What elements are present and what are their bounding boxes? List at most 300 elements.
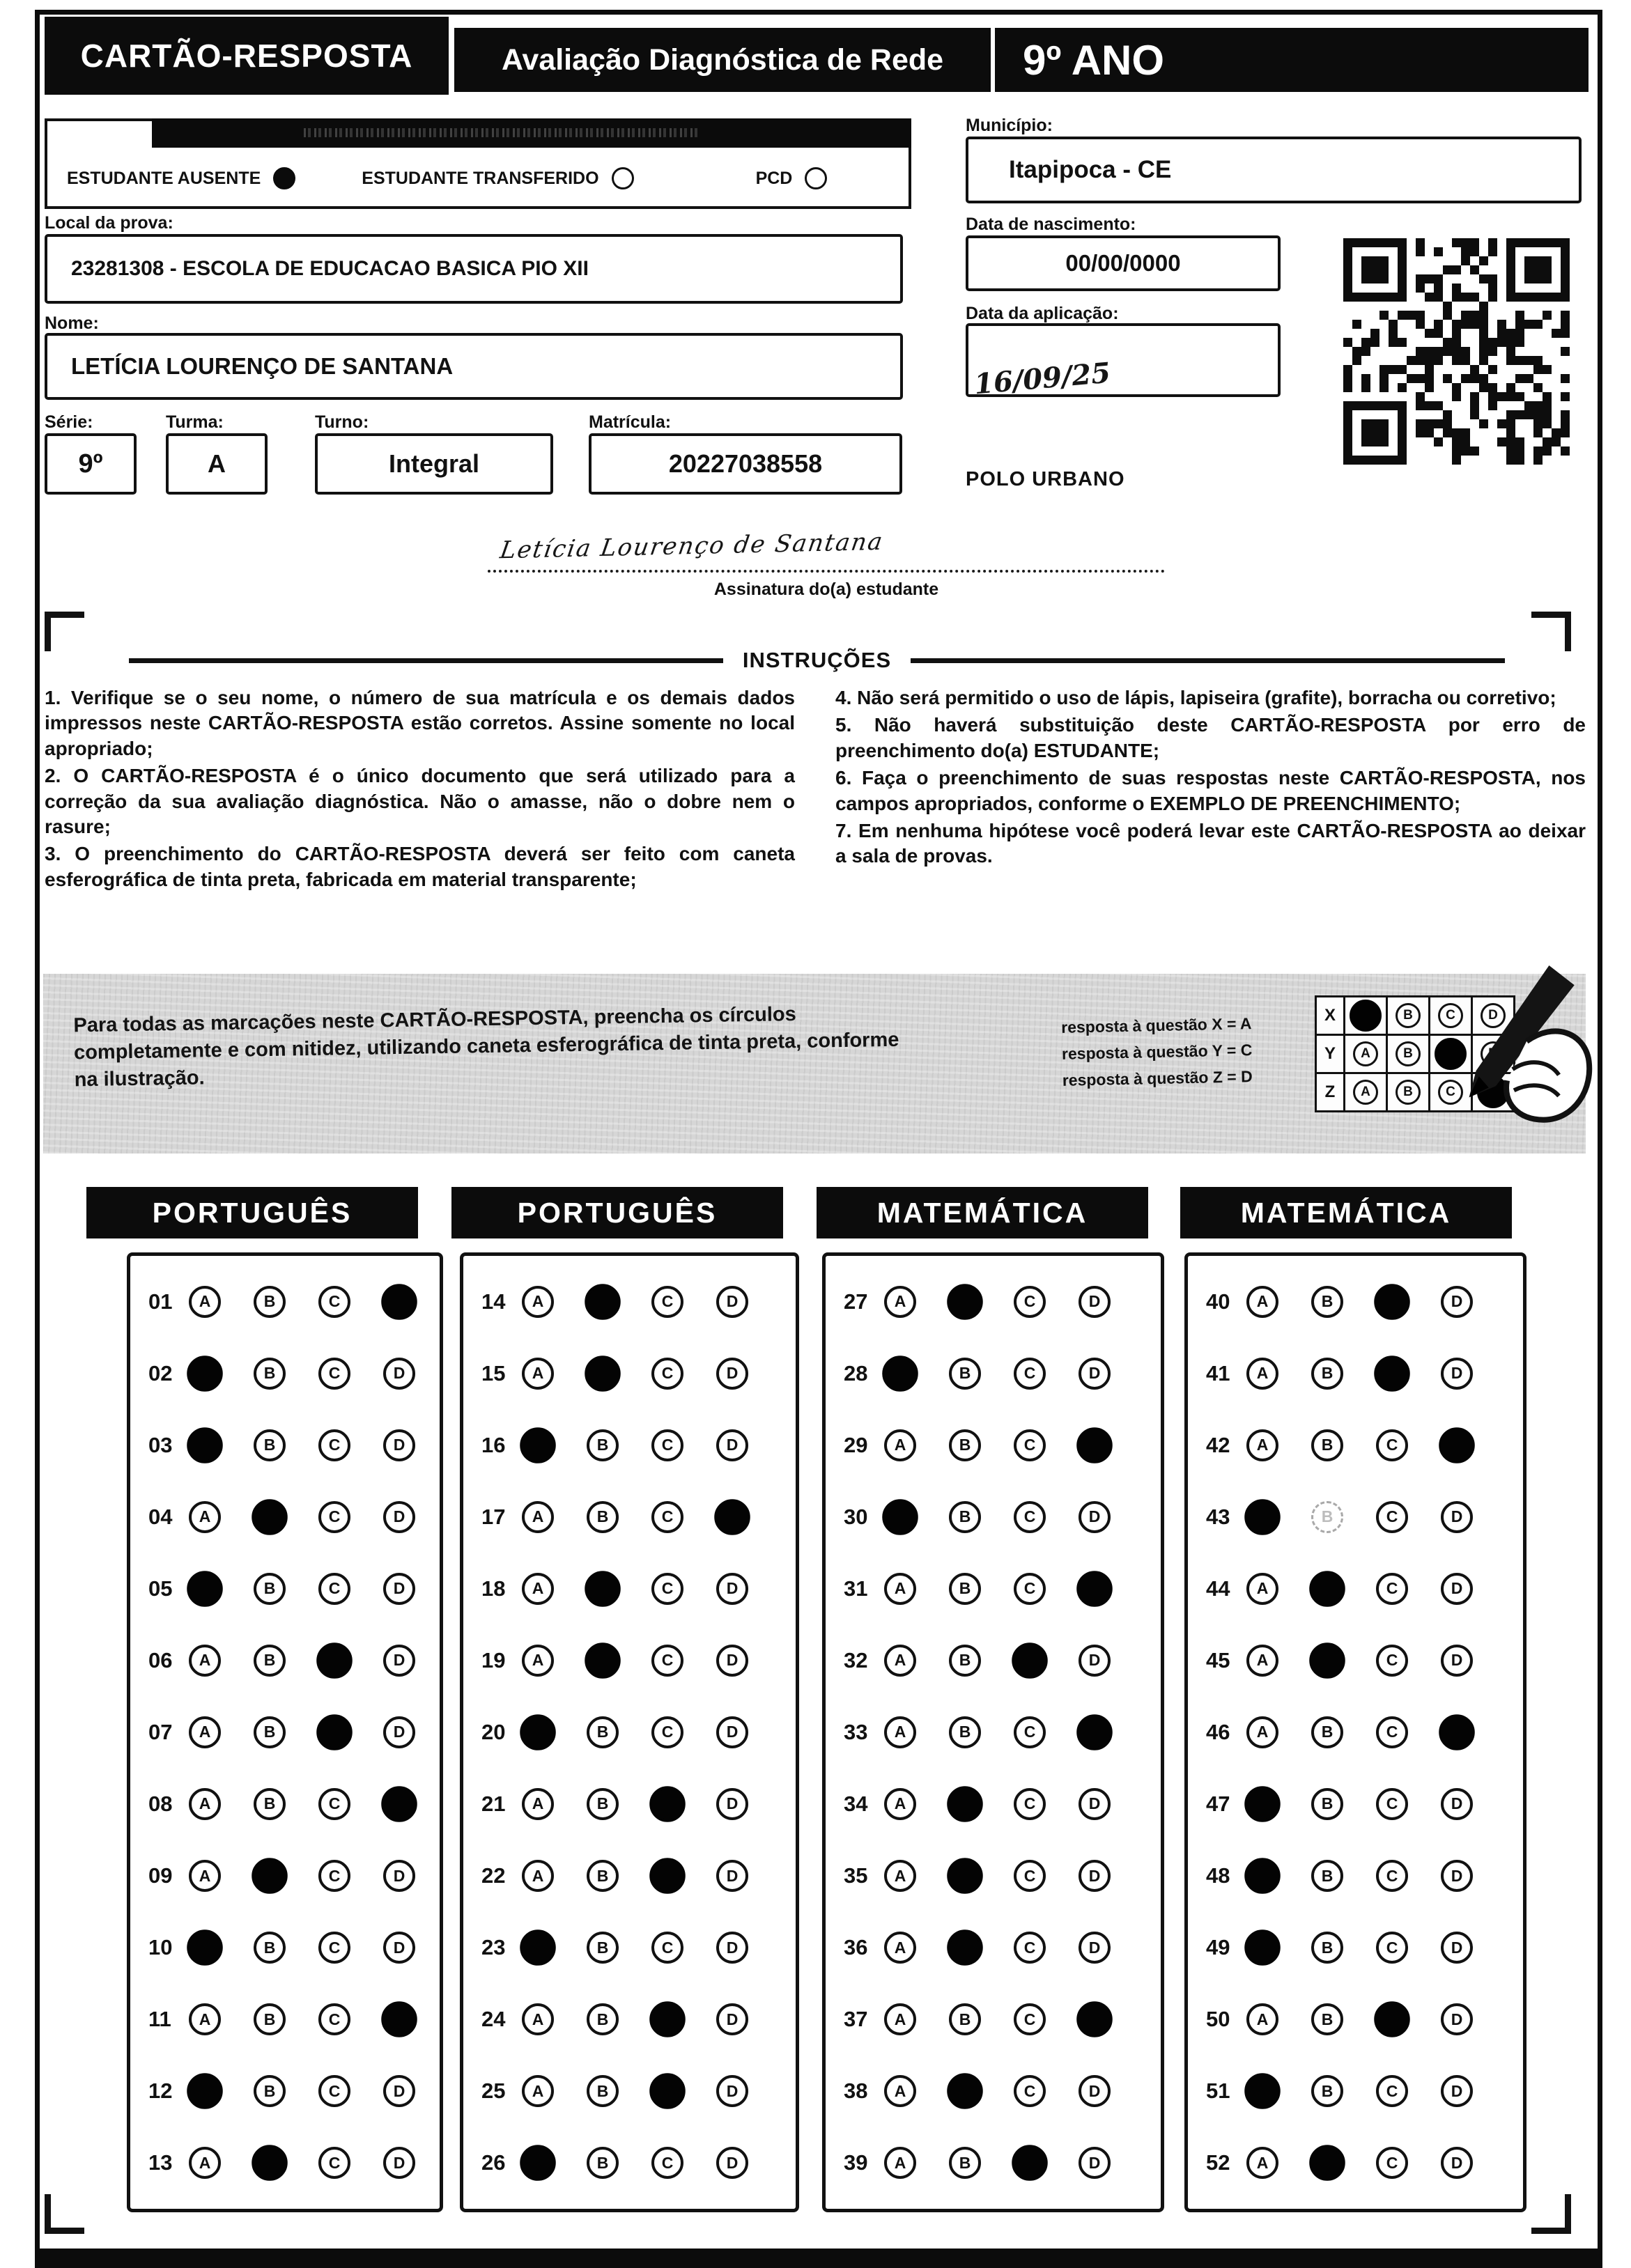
answer-bubble: D: [1441, 2147, 1473, 2179]
answer-bubble: D: [1079, 2075, 1111, 2107]
answer-bubble: D: [383, 2147, 415, 2179]
question-number: 08: [148, 1791, 173, 1816]
answer-bubble: C: [318, 1501, 350, 1533]
answer-bubble-marked: [585, 1571, 621, 1607]
question-row: [1206, 1788, 1523, 1820]
answer-bubble-marked: [252, 1499, 288, 1535]
question-number: 19: [481, 1647, 506, 1672]
serie-value-box: 9º: [45, 433, 137, 495]
question-number: 16: [481, 1432, 506, 1457]
answer-bubble: C: [1014, 1286, 1046, 1318]
corner-mark-top-left: [45, 612, 84, 651]
status-top-bar: [152, 118, 911, 148]
answer-bubble: B: [254, 1286, 286, 1318]
answer-bubble: A: [1246, 2147, 1278, 2179]
answer-bubble: C: [1014, 2075, 1046, 2107]
answer-bubble: B: [587, 1860, 619, 1892]
answer-bubble: B: [1311, 1932, 1343, 1964]
answer-bubble: C: [1376, 2147, 1408, 2179]
question-number: 04: [148, 1504, 173, 1529]
answer-bubble: D: [716, 2147, 748, 2179]
question-number: 36: [844, 1935, 868, 1960]
answer-bubble-marked: [585, 1356, 621, 1392]
answer-bubble: B: [254, 1716, 286, 1748]
answer-bubble: D: [1441, 1932, 1473, 1964]
answer-bubble-marked: [1439, 1714, 1475, 1750]
answer-bubble-marked: [649, 1858, 686, 1894]
status-option-label: PCD: [755, 168, 793, 188]
answer-bubble-marked: [1309, 1571, 1345, 1607]
answer-bubble: D: [383, 1573, 415, 1605]
question-row: [844, 2003, 1161, 2035]
instructions-right-column: [835, 685, 1586, 894]
answer-bubble: A: [522, 1501, 554, 1533]
answer-bubble: A: [189, 1788, 221, 1820]
question-row: [481, 2003, 796, 2035]
question-row: [844, 1716, 1161, 1748]
answer-bubble: C: [1376, 1716, 1408, 1748]
answer-bubble: D: [383, 1645, 415, 1677]
answer-bubble: A: [1246, 1429, 1278, 1461]
answer-bubble: C: [1376, 1573, 1408, 1605]
answer-bubble: D: [383, 1501, 415, 1533]
question-number: 46: [1206, 1719, 1230, 1744]
question-row: [844, 1645, 1161, 1677]
answer-bubble: B: [587, 2075, 619, 2107]
instruction-item: 6. Faça o preenchimento de suas respostas neste CARTÃO-RESPOSTA, nos campos apropriados, conforme o EXEMPLO DE PREENCHIMENTO;: [835, 767, 1586, 814]
local-value-box: 23281308 - ESCOLA DE EDUCACAO BASICA PIO XII: [45, 234, 903, 304]
answer-bubble: D: [1441, 1860, 1473, 1892]
student-status-box: [45, 118, 911, 209]
answer-bubble-marked: [520, 2145, 556, 2182]
question-row: [481, 1429, 796, 1461]
answer-bubble: A: [189, 1860, 221, 1892]
answer-bubble: D: [716, 1716, 748, 1748]
answer-bubble: D: [716, 1788, 748, 1820]
answer-bubble: B: [254, 1788, 286, 1820]
answer-bubble: D: [1441, 1501, 1473, 1533]
status-option-label: ESTUDANTE AUSENTE: [67, 168, 261, 188]
answer-bubble-marked: [252, 1858, 288, 1894]
answer-bubble: D: [716, 2075, 748, 2107]
answer-bubble: C: [1014, 1573, 1046, 1605]
answer-bubble: D: [383, 2075, 415, 2107]
answer-bubble: A: [1246, 1358, 1278, 1390]
subject-header: PORTUGUÊS: [86, 1187, 418, 1238]
status-options-row: [47, 150, 909, 206]
question-row: [844, 1358, 1161, 1390]
question-number: 18: [481, 1576, 506, 1601]
instruction-item: 2. O CARTÃO-RESPOSTA é o único documento que será utilizado para a correção da sua avaliação diagnóstica. Não o amasse, não o dobre nem o rasure;: [45, 765, 795, 837]
example-bubble: B: [1396, 1003, 1421, 1028]
instruction-item: 1. Verifique se o seu nome, o número de sua matrícula e os demais dados impressos neste CARTÃO-RESPOSTA estão corretos. Assine somente no local apropriado;: [45, 687, 795, 759]
answer-bubble: B: [949, 2003, 981, 2035]
card-title: CARTÃO-RESPOSTA: [45, 17, 449, 95]
example-row-label: Y: [1315, 1034, 1345, 1074]
question-row: [844, 2147, 1161, 2179]
question-number: 35: [844, 1863, 868, 1888]
answer-bubble: C: [1014, 1429, 1046, 1461]
serie-label: Série:: [45, 412, 93, 432]
answer-bubble: A: [189, 1501, 221, 1533]
example-cell: [1343, 995, 1388, 1036]
answer-bubble: B: [254, 1429, 286, 1461]
answer-bubble: C: [1014, 1932, 1046, 1964]
answer-bubble: C: [1014, 1716, 1046, 1748]
answer-bubble: C: [318, 2147, 350, 2179]
answer-bubble-marked: [1244, 1499, 1281, 1535]
answer-bubble: A: [884, 1860, 916, 1892]
example-bubble: B: [1396, 1080, 1421, 1105]
handwritten-signature: Letícia Lourenço de Santana: [497, 527, 886, 565]
question-number: 28: [844, 1360, 868, 1385]
answer-bubble: B: [587, 1716, 619, 1748]
answer-bubble-marked: [882, 1356, 918, 1392]
answer-bubble: D: [716, 1573, 748, 1605]
turno-value-box: Integral: [315, 433, 553, 495]
answer-bubble: D: [1441, 1645, 1473, 1677]
question-row: [148, 1286, 440, 1318]
answer-bubble-marked: [316, 1642, 353, 1679]
answer-bubble-marked: [520, 1929, 556, 1966]
question-row: [481, 1645, 796, 1677]
answer-bubble-marked: [947, 1929, 983, 1966]
answer-bubble: D: [716, 1429, 748, 1461]
answer-grid-box: [460, 1252, 799, 2212]
answer-bubble: C: [318, 1358, 350, 1390]
answer-bubble-marked: [1244, 1858, 1281, 1894]
answer-bubble: C: [1376, 1645, 1408, 1677]
answer-bubble: B: [587, 1932, 619, 1964]
signature-label: Assinatura do(a) estudante: [713, 580, 939, 599]
question-number: 42: [1206, 1432, 1230, 1457]
answer-bubble-marked: [947, 2073, 983, 2109]
example-bubble: C: [1438, 1003, 1463, 1028]
question-number: 17: [481, 1504, 506, 1529]
answer-bubble: B: [949, 1645, 981, 1677]
example-row-label: Z: [1315, 1072, 1345, 1112]
answer-bubble-marked: [520, 1427, 556, 1463]
answer-bubble: C: [651, 1932, 683, 1964]
question-row: [148, 2003, 440, 2035]
corner-mark-top-right: [1531, 612, 1571, 651]
answer-bubble: A: [884, 2075, 916, 2107]
example-cell: [1343, 1072, 1388, 1112]
question-number: 24: [481, 2007, 506, 2032]
answer-bubble: D: [1441, 1286, 1473, 1318]
answer-bubble: A: [884, 1573, 916, 1605]
question-row: [844, 1932, 1161, 1964]
turma-value-box: A: [166, 433, 268, 495]
answer-bubble: A: [884, 1286, 916, 1318]
answer-bubble: C: [318, 1573, 350, 1605]
answer-bubble: D: [716, 1860, 748, 1892]
answer-bubble: A: [189, 2147, 221, 2179]
question-row: [148, 2147, 440, 2179]
question-row: [148, 1860, 440, 1892]
divider-line: [129, 658, 723, 663]
exam-title: Avaliação Diagnóstica de Rede: [454, 28, 991, 92]
answer-bubble-marked: [1244, 2073, 1281, 2109]
question-row: [1206, 1501, 1523, 1533]
question-row: [844, 1286, 1161, 1318]
instruction-item: 7. Em nenhuma hipótese você poderá levar este CARTÃO-RESPOSTA ao deixar a sala de provas.: [835, 819, 1586, 867]
question-row: [1206, 1573, 1523, 1605]
answer-bubble-marked: [649, 2073, 686, 2109]
question-number: 32: [844, 1647, 868, 1672]
answer-bubble: D: [1079, 1932, 1111, 1964]
question-number: 03: [148, 1432, 173, 1457]
answer-bubble: D: [1441, 1573, 1473, 1605]
question-row: [481, 1932, 796, 1964]
question-row: [844, 2075, 1161, 2107]
answer-bubble: B: [254, 1932, 286, 1964]
subject-header: MATEMÁTICA: [817, 1187, 1148, 1238]
subject-header: MATEMÁTICA: [1180, 1187, 1512, 1238]
answer-bubble: C: [651, 1286, 683, 1318]
answer-bubble-marked: [1309, 1642, 1345, 1679]
answer-bubble: C: [651, 1573, 683, 1605]
question-number: 22: [481, 1863, 506, 1888]
answer-bubble-marked: [1012, 1642, 1048, 1679]
question-row: [844, 1860, 1161, 1892]
question-number: 07: [148, 1719, 173, 1744]
legend-line: resposta à questão Y = C: [1061, 1041, 1253, 1063]
answer-bubble: A: [522, 1358, 554, 1390]
answer-bubble: C: [651, 1645, 683, 1677]
question-row: [1206, 1860, 1523, 1892]
answer-bubble: D: [383, 1932, 415, 1964]
question-number: 14: [481, 1289, 506, 1314]
answer-bubble-marked: [187, 1356, 223, 1392]
fill-example-text: Para todas as marcações neste CARTÃO-RESPOSTA, preencha os círculos completamente e com nitidez, utilizando caneta esferográfica de tinta preta, conforme na ilustração.: [73, 1003, 899, 1092]
answer-column-1: [127, 1187, 443, 2212]
answer-bubble-marked: [381, 2001, 417, 2037]
answer-bubble-marked: [585, 1284, 621, 1320]
answer-bubble: C: [1014, 1501, 1046, 1533]
answer-bubble: D: [1079, 2147, 1111, 2179]
answer-bubble-marked: [187, 1427, 223, 1463]
aplicacao-label: Data da aplicação:: [966, 304, 1119, 323]
answer-bubble: A: [884, 2147, 916, 2179]
answer-bubble-marked: [252, 2145, 288, 2182]
answer-bubble: A: [522, 2075, 554, 2107]
status-option: [756, 167, 828, 189]
answer-bubble: C: [1014, 1358, 1046, 1390]
question-number: 44: [1206, 1576, 1230, 1601]
pen-hand-illustration: [1424, 963, 1595, 1152]
answer-bubble: C: [1376, 1788, 1408, 1820]
illegible-print: [304, 128, 699, 137]
example-bubble-filled: [1350, 1000, 1382, 1032]
question-row: [148, 1716, 440, 1748]
answer-bubble: A: [1246, 2003, 1278, 2035]
answer-bubble-marked: [947, 1786, 983, 1822]
answer-bubble-marked: [585, 1642, 621, 1679]
question-number: 09: [148, 1863, 173, 1888]
question-row: [148, 1788, 440, 1820]
answer-bubble-marked: [947, 1284, 983, 1320]
answer-bubble: C: [318, 1788, 350, 1820]
question-row: [148, 1358, 440, 1390]
answer-bubble: A: [884, 1788, 916, 1820]
answer-bubble-marked: [1439, 1427, 1475, 1463]
answer-bubble: A: [1246, 1716, 1278, 1748]
answer-bubble: B: [254, 1358, 286, 1390]
answer-bubble-marked: [1244, 1786, 1281, 1822]
answer-bubble: A: [522, 1286, 554, 1318]
question-row: [1206, 1716, 1523, 1748]
example-row-label: X: [1315, 995, 1345, 1036]
question-row: [481, 1358, 796, 1390]
turma-label: Turma:: [166, 412, 224, 432]
status-option: [67, 167, 295, 189]
answer-bubble: B: [949, 1358, 981, 1390]
question-number: 30: [844, 1504, 868, 1529]
answer-bubble: D: [716, 1645, 748, 1677]
answer-bubble: D: [383, 1860, 415, 1892]
question-number: 31: [844, 1576, 868, 1601]
answer-bubble: B: [254, 2003, 286, 2035]
question-number: 39: [844, 2150, 868, 2175]
qr-code: [1343, 238, 1570, 465]
answer-bubble-marked: [947, 1858, 983, 1894]
question-number: 47: [1206, 1791, 1230, 1816]
question-row: [148, 1573, 440, 1605]
answer-bubble: A: [884, 2003, 916, 2035]
answer-bubble-marked: [381, 1284, 417, 1320]
answer-bubble: D: [1079, 1358, 1111, 1390]
answer-bubble: C: [651, 1358, 683, 1390]
legend-line: resposta à questão X = A: [1060, 1014, 1252, 1036]
answer-bubble: C: [318, 1932, 350, 1964]
question-number: 06: [148, 1647, 173, 1672]
instructions-header: [129, 648, 1505, 673]
answer-bubble-marked: [649, 1786, 686, 1822]
instruction-item: 4. Não será permitido o uso de lápis, lapiseira (grafite), borracha ou corretivo;: [835, 687, 1556, 708]
answer-bubble-marked: [1076, 1427, 1113, 1463]
question-number: 01: [148, 1289, 173, 1314]
answer-bubble: D: [383, 1716, 415, 1748]
question-row: [481, 1716, 796, 1748]
question-number: 12: [148, 2079, 173, 2104]
answer-bubble: A: [522, 1645, 554, 1677]
answer-bubble: A: [189, 1645, 221, 1677]
question-number: 25: [481, 2079, 506, 2104]
question-number: 27: [844, 1289, 868, 1314]
answer-bubble-marked: [882, 1499, 918, 1535]
answer-bubble: C: [1376, 1860, 1408, 1892]
question-number: 50: [1206, 2007, 1230, 2032]
answer-bubble: D: [1441, 2003, 1473, 2035]
matricula-value-box: 20227038558: [589, 433, 902, 495]
nascimento-value-box: 00/00/0000: [966, 235, 1281, 291]
answer-bubble: B: [949, 1716, 981, 1748]
answer-bubble: C: [318, 1429, 350, 1461]
answer-bubble: B: [254, 1573, 286, 1605]
answer-bubble: C: [318, 2075, 350, 2107]
answer-bubble: D: [1079, 1501, 1111, 1533]
status-option: [362, 167, 633, 189]
instructions-title: INSTRUÇÕES: [742, 648, 892, 672]
answer-column-3: [822, 1187, 1164, 2212]
question-number: 15: [481, 1360, 506, 1385]
answer-bubble: C: [651, 1501, 683, 1533]
answer-bubble: D: [1079, 1788, 1111, 1820]
question-number: 23: [481, 1935, 506, 1960]
status-bubble-empty: [805, 167, 827, 189]
bottom-edge-bar: [35, 2248, 1602, 2268]
question-row: [1206, 1645, 1523, 1677]
answer-bubble: D: [716, 2003, 748, 2035]
answer-bubble: B: [254, 1645, 286, 1677]
answer-bubble: A: [189, 2003, 221, 2035]
status-bubble-filled: [273, 167, 295, 189]
answer-bubble: D: [1079, 1286, 1111, 1318]
answer-bubble: D: [1079, 1645, 1111, 1677]
answer-bubble: B: [949, 2147, 981, 2179]
question-number: 21: [481, 1791, 506, 1816]
answer-bubble: D: [716, 1932, 748, 1964]
question-number: 20: [481, 1719, 506, 1744]
answer-bubble-marked: [1076, 2001, 1113, 2037]
answer-bubble: C: [318, 1860, 350, 1892]
answer-grid-box: [822, 1252, 1164, 2212]
answer-bubble: A: [884, 1429, 916, 1461]
fill-example-legend: [1061, 1011, 1253, 1094]
question-row: [148, 1501, 440, 1533]
answer-bubble: C: [651, 2147, 683, 2179]
answer-grid-box: [127, 1252, 443, 2212]
example-bubble: D: [1481, 1003, 1506, 1028]
answer-bubble-marked: [316, 1714, 353, 1750]
answer-column-2: [460, 1187, 799, 2212]
question-number: 34: [844, 1791, 868, 1816]
question-row: [481, 1573, 796, 1605]
answer-bubble: A: [884, 1932, 916, 1964]
answer-bubble-marked: [187, 1571, 223, 1607]
question-row: [844, 1573, 1161, 1605]
example-bubble: C: [1438, 1080, 1463, 1105]
question-number: 13: [148, 2150, 173, 2175]
answer-bubble: B: [254, 2075, 286, 2107]
question-number: 40: [1206, 1289, 1230, 1314]
question-number: 48: [1206, 1863, 1230, 1888]
question-row: [1206, 2147, 1523, 2179]
example-bubble: A: [1353, 1041, 1378, 1066]
question-number: 51: [1206, 2079, 1230, 2104]
question-row: [1206, 1932, 1523, 1964]
answer-bubble: C: [318, 1286, 350, 1318]
answer-bubble: B: [587, 1501, 619, 1533]
answer-bubble: A: [522, 1573, 554, 1605]
answer-bubble: B: [949, 1501, 981, 1533]
answer-bubble: A: [522, 1788, 554, 1820]
answer-bubble: B: [587, 1429, 619, 1461]
municipio-value-box: Itapipoca - CE: [966, 137, 1582, 203]
answer-bubble-marked: [187, 1929, 223, 1966]
answer-bubble: A: [522, 1860, 554, 1892]
answer-bubble: B: [1311, 2003, 1343, 2035]
answer-bubble: B: [949, 1573, 981, 1605]
answer-bubble-marked: [714, 1499, 750, 1535]
question-number: 33: [844, 1719, 868, 1744]
answer-bubble-marked: [1012, 2145, 1048, 2182]
handwritten-application-date: 16/09/25: [973, 356, 1112, 401]
answer-bubble-marked: [520, 1714, 556, 1750]
answer-bubble-marked: [1076, 1714, 1113, 1750]
answer-bubble: C: [1376, 1501, 1408, 1533]
